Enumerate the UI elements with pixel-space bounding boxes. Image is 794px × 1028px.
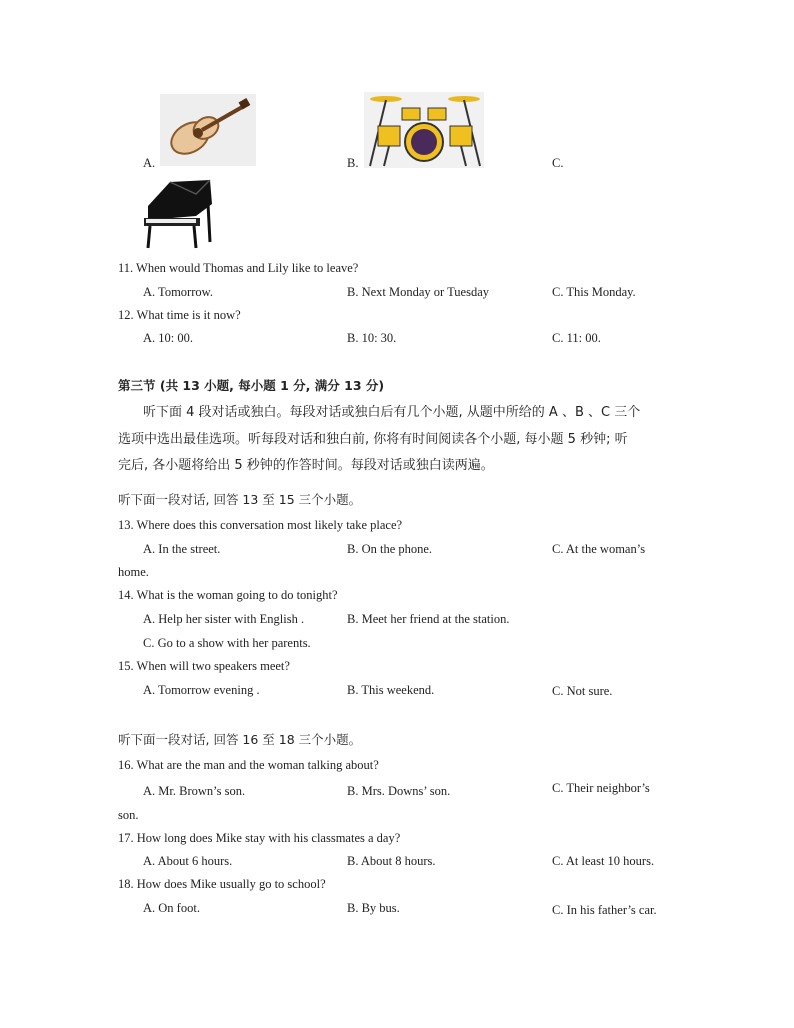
- q15-question: 15. When will two speakers meet?: [118, 659, 290, 673]
- q10-option-c-label: C.: [552, 156, 564, 170]
- q13-question: 13. Where does this conversation most likely take place?: [118, 518, 403, 532]
- guitar-icon: [160, 94, 256, 166]
- section-3-instructions-line-3: 完后, 各小题将给出 5 秒钟的作答时间。每段对话或独白读两遍。: [118, 458, 494, 473]
- q13-option-b: B. On the phone.: [347, 542, 433, 556]
- q16-option-c-continued: son.: [118, 808, 139, 822]
- q12-question: 12. What time is it now?: [118, 308, 241, 322]
- q12-option-c: C. 11: 00.: [552, 331, 601, 345]
- q12-option-a: A. 10: 00.: [143, 331, 193, 345]
- q15-option-c: C. Not sure.: [552, 684, 613, 698]
- q17-question: 17. How long does Mike stay with his classmates a day?: [118, 831, 401, 845]
- q11-question: 11. When would Thomas and Lily like to leave?: [118, 261, 359, 275]
- q11-option-a: A. Tomorrow.: [143, 285, 213, 299]
- q14-option-b: B. Meet her friend at the station.: [347, 612, 510, 626]
- drum-kit-picture: [364, 92, 484, 168]
- q16-option-b: B. Mrs. Downs’ son.: [347, 784, 451, 798]
- q18-option-a: A. On foot.: [143, 901, 200, 915]
- section-3-heading: 第三节 (共 13 小题, 每小题 1 分, 满分 13 分): [118, 378, 385, 393]
- piano-icon: [140, 176, 218, 250]
- q14-option-c: C. Go to a show with her parents.: [143, 636, 311, 650]
- q15-option-a: A. Tomorrow evening .: [143, 683, 260, 697]
- q14-option-a: A. Help her sister with English .: [143, 612, 305, 626]
- q13-option-c: C. At the woman’s: [552, 542, 646, 556]
- q16-option-a: A. Mr. Brown’s son.: [143, 784, 246, 798]
- dialog-1-intro: 听下面一段对话, 回答 13 至 15 三个小题。: [118, 492, 362, 507]
- piano-picture: [140, 176, 218, 250]
- q11-option-c: C. This Monday.: [552, 285, 636, 299]
- q10-option-b-label: B.: [347, 156, 359, 170]
- q17-option-a: A. About 6 hours.: [143, 854, 233, 868]
- q14-question: 14. What is the woman going to do tonight?: [118, 588, 338, 602]
- dialog-2-intro: 听下面一段对话, 回答 16 至 18 三个小题。: [118, 732, 362, 747]
- q17-option-c: C. At least 10 hours.: [552, 854, 655, 868]
- section-3-instructions-line-2: 选项中选出最佳选项。听每段对话和独白前, 你将有时间阅读各个小题, 每小题 5 秒钟; 听: [118, 432, 628, 447]
- q16-option-c: C. Their neighbor’s: [552, 781, 650, 795]
- q18-option-b: B. By bus.: [347, 901, 400, 915]
- drum-kit-icon: [364, 92, 484, 168]
- q13-option-a: A. In the street.: [143, 542, 221, 556]
- guitar-picture: [160, 94, 256, 166]
- q11-option-b: B. Next Monday or Tuesday: [347, 285, 490, 299]
- q13-option-c-continued: home.: [118, 565, 149, 579]
- q10-option-a-label: A.: [143, 156, 156, 170]
- section-3-instructions-line-1: 听下面 4 段对话或独白。每段对话或独白后有几个小题, 从题中所给的 A 、B 、C 三个: [143, 405, 641, 420]
- q18-question: 18. How does Mike usually go to school?: [118, 877, 326, 891]
- q17-option-b: B. About 8 hours.: [347, 854, 436, 868]
- q16-question: 16. What are the man and the woman talking about?: [118, 758, 379, 772]
- q15-option-b: B. This weekend.: [347, 683, 435, 697]
- q18-option-c: C. In his father’s car.: [552, 903, 657, 917]
- q12-option-b: B. 10: 30.: [347, 331, 397, 345]
